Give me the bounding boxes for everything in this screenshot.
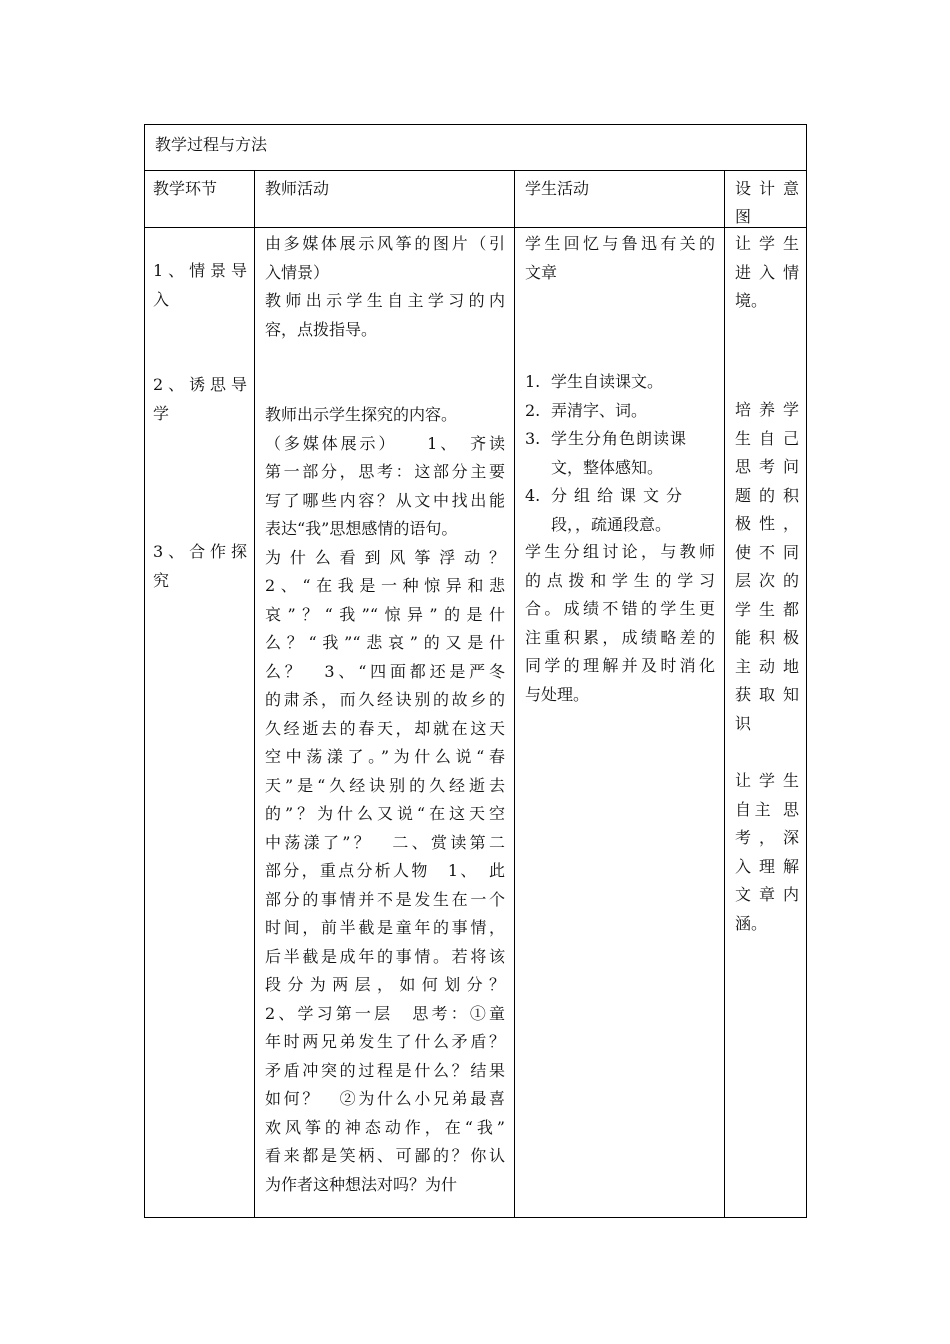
text-line: 欢风筝的神态动作，在“我”	[265, 1117, 505, 1137]
design-intent-1	[735, 230, 799, 316]
list-number: 1.	[525, 372, 541, 391]
stage-3	[153, 538, 247, 595]
text-line: 让学生	[735, 771, 799, 790]
text-line: 同学的理解并及时消化	[525, 656, 715, 675]
column-divider	[514, 171, 515, 1217]
text-line: 学生分组讨论，与教师	[525, 542, 715, 561]
text-line: 文章内	[735, 885, 799, 904]
text-line: 为作者这种想法对吗？为什	[265, 1174, 458, 1194]
list-text: 段，，疏通段意。	[551, 514, 672, 534]
text-line: 培养学	[735, 400, 799, 419]
table-title: 教学过程与方法	[155, 135, 268, 154]
text-line: 入情景）	[265, 262, 330, 282]
list-item	[525, 425, 715, 482]
list-number: 2.	[525, 400, 541, 420]
stage-label: 入	[153, 289, 170, 309]
text-line: 的肃杀，而久经诀别的故乡的	[265, 690, 505, 709]
text-line: 看来都是笑柄、可鄙的？你认	[265, 1146, 505, 1165]
text-line: 生自己	[735, 428, 799, 448]
student-list	[525, 368, 715, 539]
text-line: 主动地	[735, 656, 799, 676]
text-line: 合。成绩不错的学生更	[525, 599, 715, 618]
text-line: 时间，前半截是童年的事情，	[265, 918, 505, 937]
stage-2	[153, 371, 247, 428]
text-line: 教师出示学生探究的内容。	[265, 405, 458, 424]
text-line: 的点拨和学生的学习	[525, 570, 715, 590]
text-line: 的”？为什么又说“在这天空	[265, 804, 505, 823]
text-line: 能积极	[735, 628, 799, 647]
list-item	[525, 482, 715, 539]
stage-label: 学	[153, 403, 170, 423]
text-line: 如何？ ②为什么小兄弟最喜	[265, 1089, 505, 1108]
text-line: 后半截是成年的事情。若将该	[265, 946, 505, 966]
text-line: 获取知	[735, 685, 799, 704]
header-stage: 教学环节	[153, 179, 218, 198]
text-line: 涵。	[735, 913, 768, 933]
text-line: 层次的	[735, 571, 799, 590]
text-line: 注重积累，成绩略差的	[525, 627, 715, 647]
text-line: 久经逝去的春天，却就在这天	[265, 718, 505, 738]
text-line: 容，点拨指导。	[265, 319, 378, 339]
list-item	[525, 397, 715, 426]
text-line: 题的积	[735, 485, 799, 505]
list-text: 弄清字、词。	[551, 400, 648, 420]
text-line: 让学生	[735, 234, 799, 253]
text-line: 极性，	[735, 514, 799, 533]
text-line: 中荡漾了”？ 二、赏读第二	[265, 832, 505, 852]
text-line: 部分的事情并不是发生在一个	[265, 889, 505, 909]
student-intro	[525, 230, 715, 287]
list-number: 4.	[525, 486, 541, 505]
lesson-process-table	[144, 124, 807, 1218]
stage-label: 3、合作探	[153, 542, 247, 561]
teacher-activity	[265, 230, 505, 1199]
list-text: 学生分角色朗读课	[551, 429, 688, 448]
student-discussion	[525, 538, 715, 709]
text-line: 为什么看到风筝浮动？	[265, 547, 505, 567]
text-line: 入理解	[735, 856, 799, 876]
text-line: 教师出示学生自主学习的内	[265, 291, 505, 310]
list-text: 文，整体感知。	[551, 457, 664, 477]
text-line: 段分为两层，如何划分？	[265, 975, 505, 994]
stage-label: 究	[153, 570, 170, 590]
column-divider	[254, 171, 255, 1217]
list-item	[525, 368, 715, 397]
text-line: 思考问	[735, 457, 799, 476]
text-line: 学生都	[735, 599, 799, 619]
list-number: 3.	[525, 429, 541, 448]
header-design	[735, 175, 799, 231]
text-line: 使不同	[735, 542, 799, 562]
text-line: 识	[735, 713, 752, 733]
text-line: 与处理。	[525, 684, 590, 704]
text-line: 矛盾冲突的过程是什么？结果	[265, 1060, 505, 1080]
text-line: 空中荡漾了。”为什么说“春	[265, 747, 505, 766]
text-line: 由多媒体展示风筝的图片（引	[265, 234, 505, 253]
text-line: 境。	[735, 291, 768, 310]
text-line: （多媒体展示） 1、 齐读	[265, 433, 505, 453]
stage-1	[153, 257, 247, 314]
stage-label: 1、情景导	[153, 261, 247, 280]
list-text: 学生自读课文。	[551, 372, 664, 391]
text-line: 表达“我”思想感情的语句。	[265, 519, 458, 538]
text-line: 学生回忆与鲁迅有关的	[525, 234, 715, 253]
text-line: 2、学习第一层 思考：①童	[265, 1003, 505, 1023]
text-line: 文章	[525, 262, 558, 282]
text-line: 部分，重点分析人物 1、 此	[265, 861, 505, 880]
text-line	[265, 344, 505, 373]
design-intent-2	[735, 396, 799, 738]
text-line: 考，深	[735, 828, 799, 847]
text-line: 年时两兄弟发生了什么矛盾？	[265, 1032, 505, 1051]
text-line: 写了哪些内容？从文中找出能	[265, 490, 505, 510]
header-design-line: 设 计 意	[735, 179, 799, 198]
text-line: 天”是“久经诀别的久经逝去	[265, 775, 505, 795]
header-design-line: 图	[735, 207, 752, 226]
text-line: 么？ 3、“四面都还是严冬	[265, 661, 505, 681]
text-line: 2、“在我是一种惊异和悲	[265, 576, 505, 595]
divider	[145, 227, 806, 228]
text-line: 自主 思	[735, 799, 799, 819]
text-line	[265, 373, 505, 402]
divider	[145, 170, 806, 171]
text-line: 第一部分，思考：这部分主要	[265, 462, 505, 481]
text-line: 么？“我”“悲哀”的又是什	[265, 633, 505, 652]
header-student: 学生活动	[525, 179, 590, 198]
list-text: 分组给课文分	[551, 486, 690, 505]
text-line: 进入情	[735, 262, 799, 282]
text-line: 哀”？“我”“惊异”的是什	[265, 604, 505, 624]
stage-label: 2、诱思导	[153, 375, 247, 394]
header-teacher: 教师活动	[265, 179, 330, 198]
design-intent-3	[735, 767, 799, 938]
column-divider	[724, 171, 725, 1217]
